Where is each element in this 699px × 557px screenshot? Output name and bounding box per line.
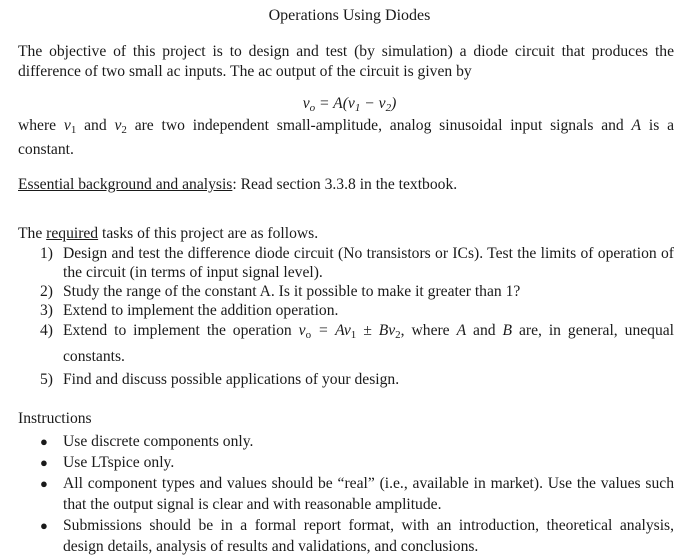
where-A: A: [631, 117, 642, 134]
task-text: Find and discuss possible applications of your design.: [63, 371, 400, 388]
task-v2: v: [388, 322, 396, 339]
where-t4: is a constant.: [18, 117, 674, 158]
instruction-text: All component types and values should be “real” (i.e., available in market). Use the values such that the output signal is clear and with reasonable amplitude.: [63, 475, 674, 513]
list-item: [18, 452, 674, 473]
background-label: Essential background and analysis: [18, 176, 233, 193]
eq-vo: v: [302, 95, 310, 112]
task-v2-sub: 2: [395, 329, 401, 341]
where-paragraph: [18, 116, 674, 160]
task-text-a: Extend to implement the operation: [63, 322, 299, 339]
task-vo: v: [298, 322, 306, 339]
eq-v1-sub: 1: [354, 102, 361, 114]
background-text: : Read section 3.3.8 in the textbook.: [232, 176, 458, 193]
eq-v1: v: [347, 95, 355, 112]
list-item: [18, 282, 674, 301]
task-number: 1): [40, 245, 53, 262]
task-number: 5): [40, 371, 53, 388]
bullet-icon: ●: [40, 455, 48, 470]
task-eq: = A: [311, 322, 344, 339]
task-v1-sub: 1: [350, 329, 357, 341]
page-title: Operations Using Diodes: [268, 7, 431, 24]
list-item: [18, 370, 674, 389]
instructions-list: [18, 431, 674, 557]
tasks-intro-required: required: [46, 225, 99, 242]
instructions-heading: Instructions: [18, 410, 92, 427]
tasks-intro-t1: The: [18, 225, 47, 242]
background-paragraph: [18, 175, 674, 195]
list-item: [18, 301, 674, 320]
task-pm: ± B: [356, 322, 389, 339]
list-item: [18, 515, 674, 557]
task-number: 3): [40, 302, 53, 319]
tasks-intro: [18, 224, 674, 244]
task-text: Design and test the difference diode circuit (No transistors or ICs). Test the limits of operation of the circuit (in terms of input signal level).: [63, 245, 674, 281]
where-v1: v: [63, 117, 71, 134]
task-vo-sub: o: [305, 329, 312, 341]
where-t1: where: [18, 117, 64, 134]
task-v1: v: [343, 322, 351, 339]
bullet-icon: ●: [40, 476, 48, 491]
where-t3: are two independent small-amplitude, analog sinusoidal input signals and: [126, 117, 632, 134]
task-and: and: [466, 322, 503, 339]
task-text-b: , where: [400, 322, 457, 339]
eq-v2: v: [378, 95, 386, 112]
eq-vo-sub: o: [309, 102, 316, 114]
bullet-icon: ●: [40, 434, 48, 449]
bullet-icon: ●: [40, 518, 48, 533]
task-number: 4): [40, 322, 53, 339]
eq-close: ): [391, 95, 397, 112]
list-item: [18, 431, 674, 452]
eq-minus: −: [360, 95, 379, 112]
task-text: Extend to implement the addition operation.: [63, 302, 339, 319]
list-item: [18, 244, 674, 282]
task-text: Study the range of the constant A. Is it possible to make it greater than 1?: [63, 283, 521, 300]
instruction-text: Submissions should be in a formal report format, with an introduction, theoretical analysis, design details, analysis of results and validations, and conclusions.: [63, 517, 674, 555]
eq-equals: = A(: [315, 95, 348, 112]
where-t2: and: [76, 117, 115, 134]
where-v2: v: [114, 117, 122, 134]
where-v1-sub: 1: [70, 124, 77, 136]
task-B: B: [502, 322, 513, 339]
objective-paragraph: The objective of this project is to design and test (by simulation) a diode circuit that produces the difference of two small ac inputs. The ac output of the circuit is given by: [18, 43, 674, 80]
list-item: [18, 473, 674, 515]
task-A: A: [456, 322, 467, 339]
task-number: 2): [40, 283, 53, 300]
tasks-intro-t2: tasks of this project are as follows.: [98, 225, 319, 242]
instruction-text: Use discrete components only.: [63, 433, 254, 450]
list-item: [18, 320, 674, 367]
where-v2-sub: 2: [121, 124, 127, 136]
eq-v2-sub: 2: [385, 102, 392, 114]
instruction-text: Use LTspice only.: [63, 454, 175, 471]
output-equation: [0, 94, 699, 118]
tasks-list: [18, 244, 674, 389]
task-text-c: are, in general, unequal constants.: [63, 322, 675, 365]
